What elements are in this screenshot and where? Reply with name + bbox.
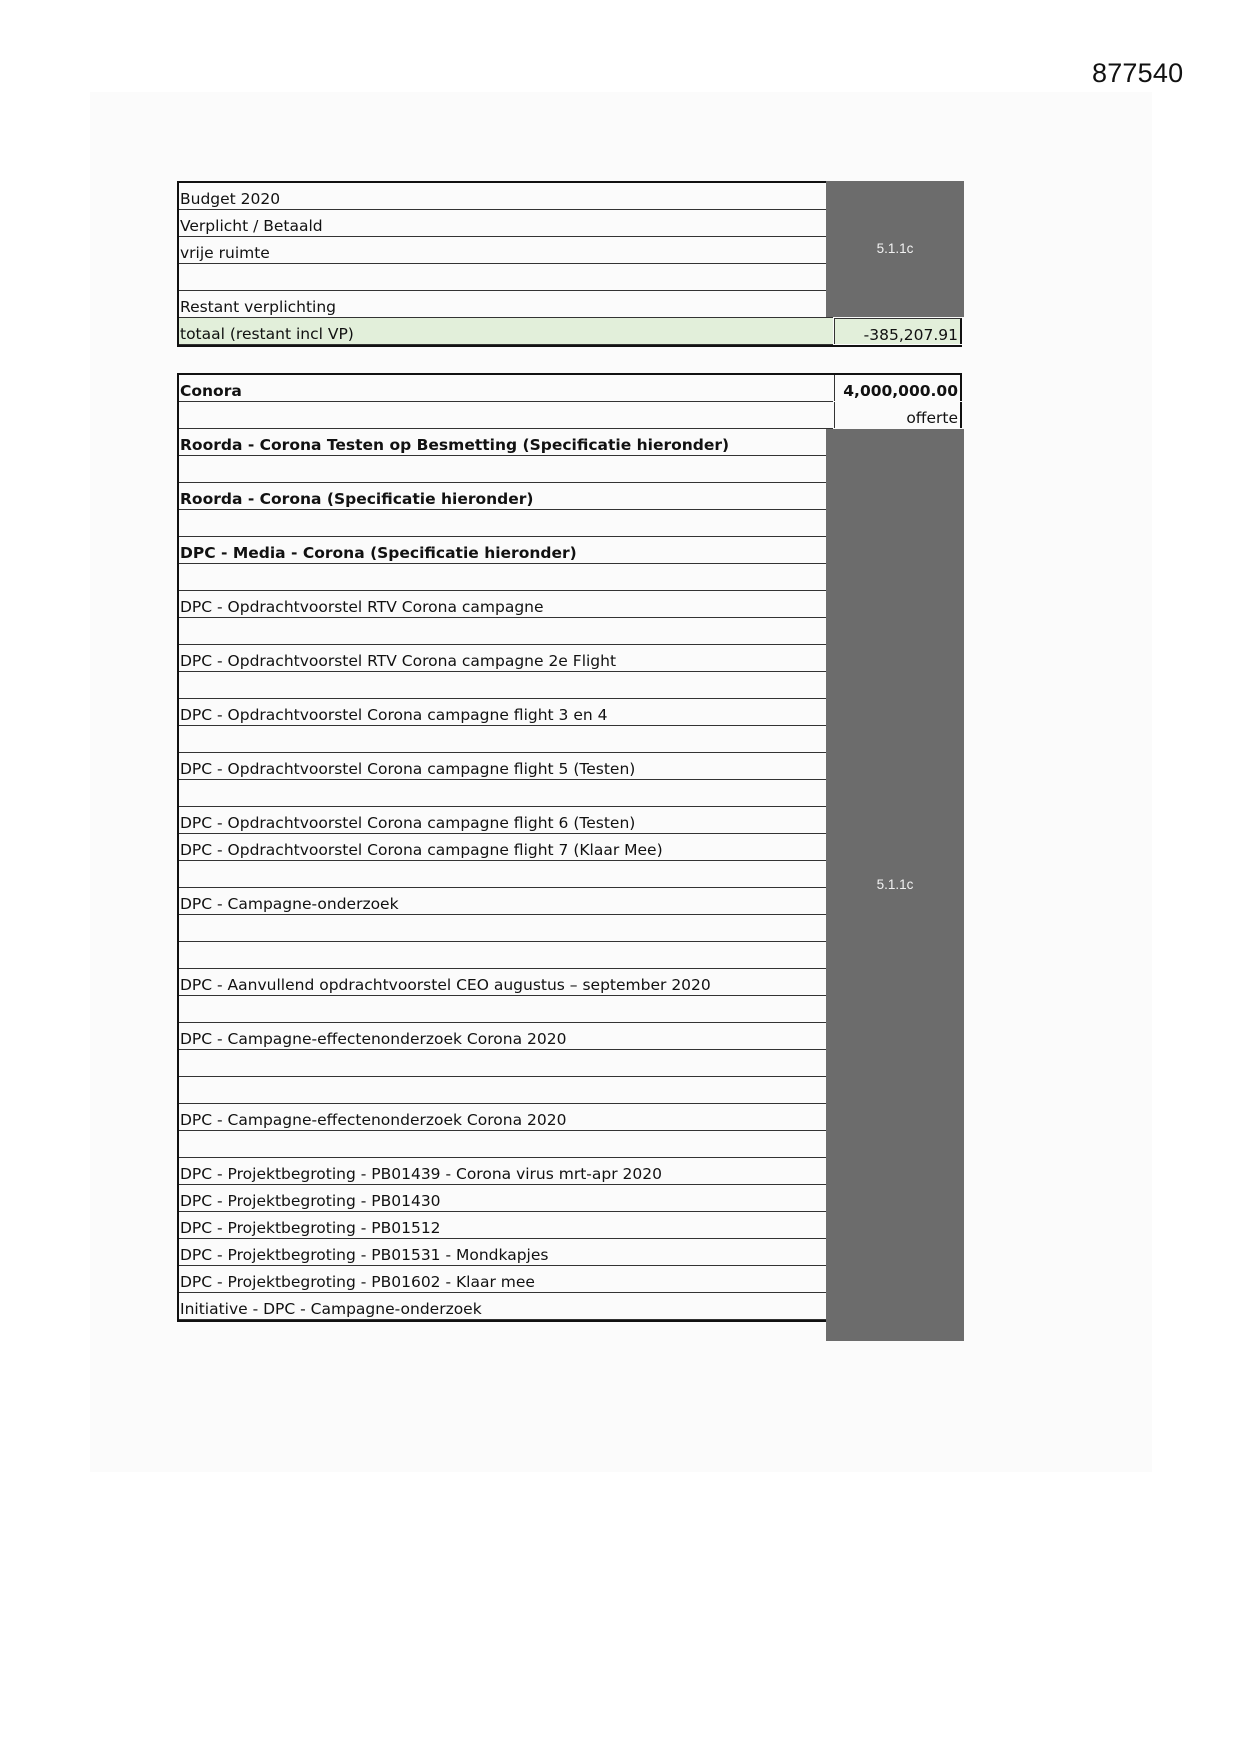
- row-label: [179, 942, 833, 969]
- corona-row: [179, 402, 962, 429]
- budget-amount: 4,000,000.00: [834, 375, 962, 401]
- redaction-block: 5.1.1c: [826, 429, 964, 1341]
- document-id: 877540: [1092, 58, 1184, 88]
- row-label: [179, 510, 833, 537]
- total-value: -385,207.91: [834, 318, 962, 344]
- row-label: Roorda - Corona Testen op Besmetting (Specificatie hieronder): [179, 429, 833, 456]
- row-label: vrije ruimte: [179, 237, 833, 264]
- row-label: DPC - Aanvullend opdrachtvoorstel CEO augustus – september 2020: [179, 969, 833, 996]
- row-label: DPC - Projektbegroting - PB01512: [179, 1212, 833, 1239]
- row-label: totaal (restant incl VP): [179, 318, 833, 345]
- row-label: [179, 456, 833, 483]
- row-label: DPC - Projektbegroting - PB01439 - Corona virus mrt-apr 2020: [179, 1158, 833, 1185]
- row-label: [179, 726, 833, 753]
- row-label: [179, 1131, 833, 1158]
- row-label: DPC - Projektbegroting - PB01531 - Mondkapjes: [179, 1239, 833, 1266]
- row-label: DPC - Media - Corona (Specificatie hieronder): [179, 537, 833, 564]
- row-label: Roorda - Corona (Specificatie hieronder): [179, 483, 833, 510]
- row-label: DPC - Opdrachtvoorstel Corona campagne flight 5 (Testen): [179, 753, 833, 780]
- row-label: DPC - Campagne-effectenonderzoek Corona 2020: [179, 1104, 833, 1131]
- total-row: [179, 318, 962, 345]
- row-label: DPC - Opdrachtvoorstel Corona campagne flight 6 (Testen): [179, 807, 833, 834]
- offerte-label: offerte: [834, 402, 962, 428]
- row-label: Conora: [179, 375, 833, 402]
- row-label: DPC - Projektbegroting - PB01430: [179, 1185, 833, 1212]
- row-label: [179, 264, 833, 291]
- row-label: [179, 780, 833, 807]
- row-label: [179, 996, 833, 1023]
- row-label: [179, 861, 833, 888]
- row-label: DPC - Opdrachtvoorstel RTV Corona campagne: [179, 591, 833, 618]
- row-label: [179, 1050, 833, 1077]
- row-label: DPC - Projektbegroting - PB01602 - Klaar mee: [179, 1266, 833, 1293]
- row-label: Restant verplichting: [179, 291, 833, 318]
- row-label: DPC - Opdrachtvoorstel Corona campagne flight 3 en 4: [179, 699, 833, 726]
- redaction-block: 5.1.1c: [826, 181, 964, 317]
- row-label: [179, 564, 833, 591]
- row-label: [179, 672, 833, 699]
- row-label: Budget 2020: [179, 183, 833, 210]
- row-label: [179, 1077, 833, 1104]
- row-label: [179, 402, 833, 429]
- row-label: DPC - Opdrachtvoorstel RTV Corona campagne 2e Flight: [179, 645, 833, 672]
- row-label: Verplicht / Betaald: [179, 210, 833, 237]
- row-label: DPC - Opdrachtvoorstel Corona campagne flight 7 (Klaar Mee): [179, 834, 833, 861]
- row-label: DPC - Campagne-onderzoek: [179, 888, 833, 915]
- row-label: [179, 618, 833, 645]
- row-label: Initiative - DPC - Campagne-onderzoek: [179, 1293, 833, 1320]
- row-label: [179, 915, 833, 942]
- row-label: DPC - Campagne-effectenonderzoek Corona 2020: [179, 1023, 833, 1050]
- corona-header-row: [179, 375, 962, 402]
